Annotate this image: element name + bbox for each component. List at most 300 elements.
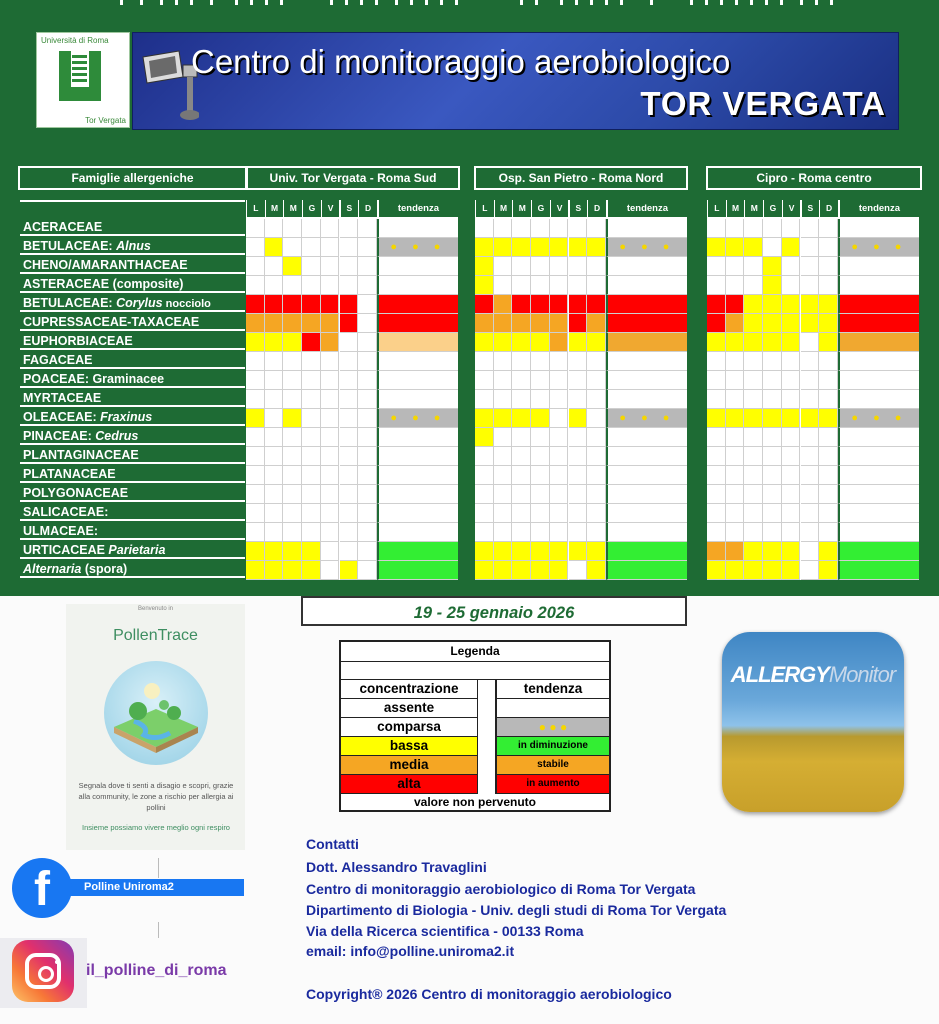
concentration-cell (801, 333, 820, 352)
tendency-cell (838, 561, 919, 580)
decor-dot (620, 0, 623, 5)
facebook-link[interactable]: Polline Uniroma2 (70, 879, 244, 896)
decor-dot (765, 0, 768, 5)
concentration-cell (801, 238, 820, 257)
instagram-frame (25, 953, 61, 989)
concentration-cell (475, 238, 494, 257)
concentration-cell (494, 238, 513, 257)
concentration-cell (707, 333, 726, 352)
tendency-cell (606, 314, 687, 333)
concentration-cell (321, 390, 340, 409)
tendency-cell (606, 219, 687, 238)
concentration-cell (531, 409, 550, 428)
concentration-cell (744, 523, 763, 542)
tendency-cell (838, 219, 919, 238)
tendency-cell (377, 371, 458, 390)
tendency-cell (606, 504, 687, 523)
concentration-cell (569, 390, 588, 409)
concentration-cell (587, 523, 606, 542)
legend (339, 640, 611, 812)
concentration-cell (340, 390, 359, 409)
concentration-cell (512, 219, 531, 238)
concentration-cell (801, 257, 820, 276)
concentration-cell (819, 371, 838, 390)
decor-dot (280, 0, 283, 5)
concentration-cell (550, 257, 569, 276)
concentration-cell (819, 504, 838, 523)
concentration-cell (763, 238, 782, 257)
family-row-label (20, 276, 245, 293)
concentration-cell (782, 352, 801, 371)
concentration-cell (550, 276, 569, 295)
concentration-cell (265, 390, 284, 409)
concentration-cell (531, 333, 550, 352)
concentration-cell (358, 371, 377, 390)
contact-email[interactable]: email: info@polline.uniroma2.it (306, 943, 515, 959)
family-name: PLANTAGINACEAE (23, 448, 139, 462)
tendency-cell (377, 390, 458, 409)
instagram-lens (38, 966, 54, 982)
concentration-cell (763, 333, 782, 352)
concentration-cell (726, 542, 745, 561)
family-name: POLYGONACEAE (23, 486, 129, 500)
concentration-cell (321, 561, 340, 580)
tendenza-header: tendenza (838, 200, 919, 217)
family-name: BETULACEAE: (23, 296, 117, 310)
concentration-cell (531, 447, 550, 466)
concentration-cell (265, 238, 284, 257)
family-row-label (20, 409, 245, 426)
concentration-cell (587, 390, 606, 409)
concentration-cell (726, 390, 745, 409)
concentration-cell (246, 390, 265, 409)
concentration-cell (512, 542, 531, 561)
concentration-cell (358, 466, 377, 485)
comparsa-dots: ● ● ● (619, 241, 676, 253)
concentration-cell (512, 466, 531, 485)
concentration-cell (569, 276, 588, 295)
families-header: Famiglie allergeniche (18, 166, 247, 190)
comparsa-dots: ● ● ● (390, 412, 447, 424)
concentration-cell (569, 314, 588, 333)
concentration-cell (782, 485, 801, 504)
concentration-cell (512, 485, 531, 504)
concentration-cell (475, 276, 494, 295)
concentration-cell (475, 447, 494, 466)
concentration-cell (707, 390, 726, 409)
concentration-cell (302, 257, 321, 276)
concentration-cell (321, 352, 340, 371)
tendenza-header: tendenza (377, 200, 458, 217)
concentration-cell (587, 371, 606, 390)
tendency-cell (838, 238, 919, 257)
concentration-cell (302, 542, 321, 561)
pollentrace-card[interactable] (66, 604, 245, 850)
instagram-link[interactable]: il_polline_di_roma (86, 962, 227, 979)
day-header: S (340, 200, 359, 217)
concentration-cell (531, 523, 550, 542)
family-name: BETULACEAE: (23, 239, 117, 253)
allergy-part: ALLERGY (730, 662, 829, 687)
concentration-cell (819, 447, 838, 466)
logo-torvergata-text: Tor Vergata (85, 116, 126, 125)
family-name: POACEAE: Graminacee (23, 372, 165, 386)
concentration-cell (707, 428, 726, 447)
concentration-cell (321, 542, 340, 561)
concentration-cell (819, 219, 838, 238)
concentration-cell (340, 428, 359, 447)
concentration-cell (265, 447, 284, 466)
concentration-cell (763, 295, 782, 314)
concentration-cell (550, 447, 569, 466)
concentration-cell (819, 466, 838, 485)
concentration-cell (763, 257, 782, 276)
concentration-cell (763, 371, 782, 390)
concentration-cell (302, 428, 321, 447)
concentration-cell (512, 257, 531, 276)
concentration-cell (801, 504, 820, 523)
concentration-cell (246, 523, 265, 542)
decor-dot (345, 0, 348, 5)
family-name: OLEACEAE: (23, 410, 101, 424)
concentration-cell (707, 352, 726, 371)
tendency-cell (606, 409, 687, 428)
concentration-cell (550, 542, 569, 561)
concentration-cell (265, 523, 284, 542)
concentration-cell (819, 295, 838, 314)
concentration-cell (265, 504, 284, 523)
allergy-monitor-app-icon[interactable] (722, 632, 904, 812)
concentration-cell (726, 561, 745, 580)
concentration-cell (358, 447, 377, 466)
concentration-cell (475, 485, 494, 504)
concentration-cell (726, 257, 745, 276)
concentration-cell (340, 561, 359, 580)
tendency-cell (606, 428, 687, 447)
concentration-cell (265, 314, 284, 333)
concentration-cell (246, 238, 265, 257)
decor-dot (705, 0, 708, 5)
concentration-cell (512, 333, 531, 352)
concentration-cell (358, 485, 377, 504)
concentration-cell (726, 238, 745, 257)
concentration-cell (744, 333, 763, 352)
concentration-cell (340, 238, 359, 257)
concentration-cell (587, 219, 606, 238)
concentration-cell (494, 257, 513, 276)
family-row-label (20, 428, 245, 445)
concentration-cell (265, 276, 284, 295)
concentration-cell (340, 466, 359, 485)
concentration-cell (358, 314, 377, 333)
legend-alta: alta (341, 775, 477, 793)
concentration-cell (801, 314, 820, 333)
contact-department: Dipartimento di Biologia - Univ. degli studi di Roma Tor Vergata (306, 902, 727, 918)
concentration-cell (726, 485, 745, 504)
concentration-cell (321, 276, 340, 295)
tendency-cell (377, 238, 458, 257)
tendency-cell (377, 542, 458, 561)
decor-dot (175, 0, 178, 5)
concentration-cell (494, 371, 513, 390)
family-row-label (20, 485, 245, 502)
family-row-label (20, 314, 245, 331)
concentration-cell (531, 219, 550, 238)
family-name: SALICACEAE: (23, 505, 109, 519)
day-header: G (763, 200, 782, 217)
concentration-cell (246, 409, 265, 428)
decor-dot (690, 0, 693, 5)
day-header: M (726, 200, 745, 217)
concentration-cell (358, 409, 377, 428)
legend-title: Legenda (450, 644, 500, 658)
concentration-cell (744, 314, 763, 333)
concentration-cell (801, 485, 820, 504)
concentration-cell (726, 352, 745, 371)
concentration-cell (512, 295, 531, 314)
monitor-part: Monitor (828, 662, 896, 687)
concentration-cell (283, 428, 302, 447)
legend-concentrazione: concentrazione (359, 681, 459, 696)
decor-dot (520, 0, 523, 5)
concentration-cell (707, 466, 726, 485)
concentration-cell (321, 219, 340, 238)
family-row-label (20, 561, 245, 578)
concentration-cell (246, 371, 265, 390)
decor-dot (265, 0, 268, 5)
concentration-cell (707, 371, 726, 390)
concentration-cell (246, 295, 265, 314)
concentration-cell (744, 390, 763, 409)
concentration-cell (744, 466, 763, 485)
day-header: M (512, 200, 531, 217)
concentration-cell (475, 314, 494, 333)
family-genus: Alnus (116, 239, 151, 253)
concentration-cell (801, 352, 820, 371)
concentration-cell (321, 428, 340, 447)
family-genus: Fraxinus (100, 410, 153, 424)
concentration-cell (587, 409, 606, 428)
tendency-cell (377, 352, 458, 371)
concentration-cell (246, 542, 265, 561)
legend-tendenza: tendenza (496, 680, 609, 698)
concentration-cell (782, 523, 801, 542)
concentration-cell (246, 314, 265, 333)
concentration-cell (358, 523, 377, 542)
concentration-cell (782, 390, 801, 409)
concentration-cell (744, 542, 763, 561)
day-header: V (321, 200, 340, 217)
concentration-cell (801, 219, 820, 238)
decor-dot (360, 0, 363, 5)
concentration-cell (494, 314, 513, 333)
concentration-cell (494, 295, 513, 314)
concentration-cell (782, 428, 801, 447)
comparsa-dots: ● ● ● (619, 412, 676, 424)
concentration-cell (302, 352, 321, 371)
concentration-cell (744, 428, 763, 447)
allergy-monitor-logo (722, 662, 904, 688)
tendency-cell (606, 485, 687, 504)
tendenza-header: tendenza (606, 200, 687, 217)
concentration-cell (550, 219, 569, 238)
concentration-cell (782, 504, 801, 523)
concentration-cell (340, 409, 359, 428)
concentration-cell (265, 428, 284, 447)
concentration-cell (744, 352, 763, 371)
family-row-label (20, 333, 245, 350)
concentration-cell (801, 428, 820, 447)
legend-comparsa-row (341, 718, 609, 737)
concentration-cell (531, 314, 550, 333)
concentration-cell (801, 447, 820, 466)
concentration-cell (819, 428, 838, 447)
concentration-cell (265, 219, 284, 238)
concentration-cell (726, 219, 745, 238)
decor-dot (560, 0, 563, 5)
concentration-cell (707, 295, 726, 314)
concentration-cell (512, 390, 531, 409)
concentration-cell (531, 561, 550, 580)
site3-grid (707, 200, 919, 580)
concentration-cell (782, 542, 801, 561)
families-spacer (20, 200, 245, 221)
concentration-cell (550, 314, 569, 333)
concentration-cell (587, 352, 606, 371)
tendency-cell (606, 352, 687, 371)
logo-university-text: Università di Roma (41, 36, 109, 45)
tendency-cell (377, 466, 458, 485)
tendency-cell (377, 409, 458, 428)
concentration-cell (782, 466, 801, 485)
concentration-cell (744, 219, 763, 238)
concentration-cell (707, 314, 726, 333)
concentration-cell (726, 409, 745, 428)
concentration-cell (358, 542, 377, 561)
concentration-cell (512, 238, 531, 257)
concentration-cell (302, 466, 321, 485)
contact-name: Dott. Alessandro Travaglini (306, 859, 487, 875)
instagram-icon[interactable] (12, 940, 74, 1002)
day-header: V (782, 200, 801, 217)
legend-media-row (341, 756, 609, 775)
concentration-cell (587, 276, 606, 295)
legend-stabile: stabile (496, 756, 609, 774)
concentration-cell (321, 523, 340, 542)
concentration-cell (512, 314, 531, 333)
concentration-cell (801, 561, 820, 580)
concentration-cell (475, 295, 494, 314)
decor-dot (330, 0, 333, 5)
concentration-cell (340, 542, 359, 561)
concentration-cell (283, 352, 302, 371)
decor-dot (250, 0, 253, 5)
concentration-cell (246, 333, 265, 352)
concentration-cell (531, 485, 550, 504)
tendency-cell (838, 409, 919, 428)
tendency-cell (838, 466, 919, 485)
family-name: CUPRESSACEAE-TAXACEAE (23, 315, 200, 329)
comparsa-dots: ● ● ● (390, 241, 447, 253)
concentration-cell (569, 333, 588, 352)
concentration-cell (763, 504, 782, 523)
concentration-cell (283, 257, 302, 276)
concentration-cell (512, 352, 531, 371)
concentration-cell (569, 238, 588, 257)
concentration-cell (302, 295, 321, 314)
legend-dots: ● ● ● (496, 718, 609, 736)
facebook-icon[interactable]: f (12, 858, 72, 918)
concentration-cell (246, 447, 265, 466)
concentration-cell (475, 390, 494, 409)
site3-header: Cipro - Roma centro (706, 166, 922, 190)
concentration-cell (283, 238, 302, 257)
family-row-label (20, 295, 245, 312)
tendency-cell (838, 428, 919, 447)
tendency-cell (606, 390, 687, 409)
concentration-cell (726, 428, 745, 447)
decor-dot (590, 0, 593, 5)
concentration-cell (265, 561, 284, 580)
concentration-cell (782, 219, 801, 238)
legend-alta-row (341, 775, 609, 794)
concentration-cell (801, 542, 820, 561)
concentration-cell (321, 485, 340, 504)
concentration-cell (283, 371, 302, 390)
concentration-cell (782, 295, 801, 314)
concentration-cell (321, 257, 340, 276)
concentration-cell (587, 428, 606, 447)
concentration-cell (494, 219, 513, 238)
concentration-cell (265, 257, 284, 276)
concentration-cell (302, 561, 321, 580)
concentration-cell (302, 333, 321, 352)
legend-divider (477, 680, 496, 794)
concentration-cell (512, 409, 531, 428)
concentration-cell (531, 276, 550, 295)
tendency-cell (606, 295, 687, 314)
concentration-cell (569, 466, 588, 485)
decor-dot (720, 0, 723, 5)
concentration-cell (340, 333, 359, 352)
concentration-cell (494, 504, 513, 523)
concentration-cell (512, 561, 531, 580)
concentration-cell (246, 561, 265, 580)
concentration-cell (246, 466, 265, 485)
concentration-cell (569, 409, 588, 428)
concentration-cell (246, 352, 265, 371)
tendency-cell (377, 504, 458, 523)
day-header: S (569, 200, 588, 217)
concentration-cell (782, 447, 801, 466)
concentration-cell (531, 257, 550, 276)
concentration-cell (283, 561, 302, 580)
day-header: M (283, 200, 302, 217)
concentration-cell (569, 542, 588, 561)
concentration-cell (763, 447, 782, 466)
concentration-cell (302, 485, 321, 504)
concentration-cell (569, 428, 588, 447)
concentration-cell (340, 523, 359, 542)
concentration-cell (358, 257, 377, 276)
family-row-label (20, 542, 245, 559)
concentration-cell (726, 504, 745, 523)
concentration-cell (340, 352, 359, 371)
concentration-cell (782, 371, 801, 390)
pollentrace-tagline: Insieme possiamo vivere meglio ogni respiro (82, 823, 230, 832)
decor-dot (780, 0, 783, 5)
concentration-cell (283, 390, 302, 409)
